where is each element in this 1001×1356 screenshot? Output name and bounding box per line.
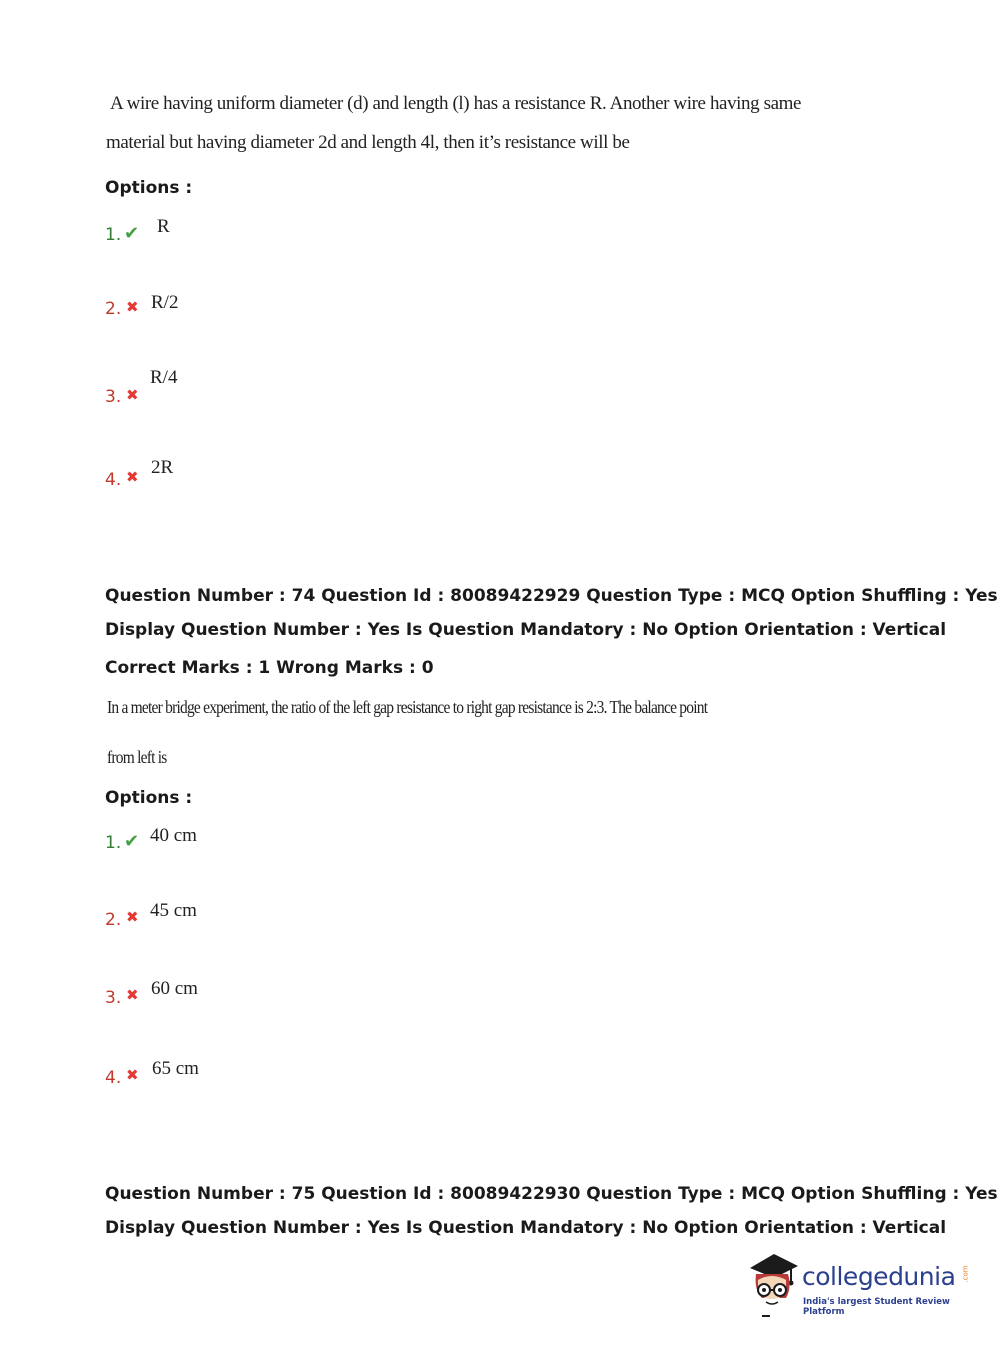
options-heading: Options : — [105, 788, 193, 808]
option-number: 3. — [105, 387, 122, 407]
option-number: 2. — [105, 299, 122, 319]
option-number: 4. — [105, 470, 122, 490]
option-number: 3. — [105, 988, 122, 1008]
logo-suffix: .com — [961, 1265, 970, 1283]
wrong-cross-icon: ✖ — [126, 986, 139, 1004]
option-text: 45 cm — [150, 900, 197, 921]
option-text: R — [157, 216, 170, 237]
option-number: 2. — [105, 910, 122, 930]
question-text-line-1: In a meter bridge experiment, the ratio of the left gap resistance to right gap resistance is 2:3. The balance point — [107, 697, 708, 717]
question-meta-line-1: Question Number : 74 Question Id : 80089422929 Question Type : MCQ Option Shuffling : Yes — [105, 586, 998, 606]
question-marks: Correct Marks : 1 Wrong Marks : 0 — [105, 658, 434, 678]
question-meta-line-2: Display Question Number : Yes Is Question Mandatory : No Option Orientation : Vertical — [105, 1218, 947, 1238]
options-heading: Options : — [105, 178, 193, 198]
question-text-line-1: A wire having uniform diameter (d) and length (l) has a resistance R. Another wire having same — [110, 93, 802, 114]
option-number: 4. — [105, 1068, 122, 1088]
option-text: R/4 — [150, 367, 178, 388]
logo-wordmark: collegedunia — [802, 1262, 956, 1291]
logo-tagline: India's largest Student Review Platform — [803, 1297, 950, 1317]
option-text: 2R — [151, 457, 174, 478]
option-text: 65 cm — [152, 1058, 199, 1079]
correct-check-icon: ✔ — [124, 223, 140, 244]
wrong-cross-icon: ✖ — [126, 468, 139, 486]
collegedunia-logo[interactable] — [742, 1250, 972, 1320]
mascot-icon — [742, 1250, 802, 1320]
question-meta-line-2: Display Question Number : Yes Is Question Mandatory : No Option Orientation : Vertical — [105, 620, 947, 640]
question-text-line-2: material but having diameter 2d and length 4l, then it’s resistance will be — [106, 132, 630, 153]
question-meta-line-1: Question Number : 75 Question Id : 80089422930 Question Type : MCQ Option Shuffling : Yes — [105, 1184, 998, 1204]
wrong-cross-icon: ✖ — [126, 386, 139, 404]
option-number: 1. — [105, 225, 122, 245]
option-text: 60 cm — [151, 978, 198, 999]
wrong-cross-icon: ✖ — [126, 908, 139, 926]
question-text-line-2: from left is — [107, 747, 167, 767]
option-text: R/2 — [151, 292, 179, 313]
option-number: 1. — [105, 833, 122, 853]
wrong-cross-icon: ✖ — [126, 298, 139, 316]
option-text: 40 cm — [150, 825, 197, 846]
correct-check-icon: ✔ — [124, 831, 140, 852]
wrong-cross-icon: ✖ — [126, 1066, 139, 1084]
